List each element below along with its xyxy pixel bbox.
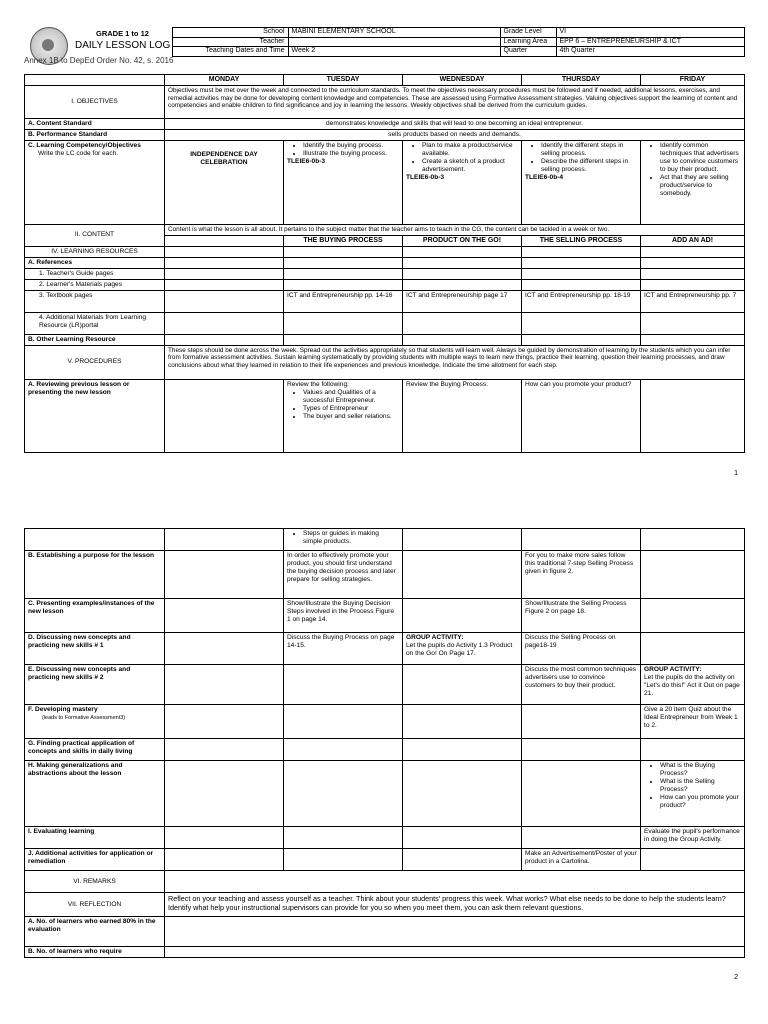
friday-generalization [641,761,745,827]
dates-label: Teaching Dates and Time [172,47,288,57]
grade-level-value: VI [556,28,744,38]
tuesday-textbook: ICT and Entrepreneurship pp. 14-16 [284,290,403,312]
list-item: • Describe the different steps in selling process. [541,158,637,174]
list-item: • Steps or guides in making simple products. [303,530,399,546]
monday-competency: INDEPENDENCE DAY CELEBRATION [165,141,284,225]
thursday-review: How can you promote your product? [522,379,641,452]
reflection-text: Reflect on your teaching and assess yourself as a teacher. Think about your students' progress this week. What works? What else needs to be done to help the students learn? Identify what help your instructional supervisors can provide for you so when you meet them, you can ask them relevant questions. [165,893,745,917]
page-1 [0,0,768,490]
objectives-note: Objectives must be met over the week and connected to the curriculum standards. To meet the objectives necessary procedures must be followed and if needed, additional lessons, exercises, and remedial activities may be done for developing content knowledge and competencies. These are assessed using Formative Assessment strategies. Valuing objectives support the learning of content and competencies and enable children to find significance and joy in learning the lessons. Weekly objectives shall be derived from the curriculum guides. [165,86,745,119]
list-item: • Identify the different steps in selling process. [541,142,637,158]
quarter-label: Quarter [500,47,556,57]
friday-textbook: ICT and Entrepreneurship pp. 7 [641,290,745,312]
list-item: • Identify common techniques that advertisers use to convince customers to buy their product. [660,142,741,174]
learners-80-label: A. No. of learners who earned 80% in the evaluation [25,917,165,947]
proc-d-label: D. Discussing new concepts and practicing new skills # 1 [25,633,165,665]
wednesday-lc-code: TLEIE6-0b-3 [406,174,445,181]
friday-mastery: Give a 20 item Quiz about the Ideal Entrepreneur from Week 1 to 2. [641,705,745,739]
tuesday-review-continued [284,529,403,551]
competency-title: C. Learning Competency/Objectives [28,142,141,149]
proc-c-label: C. Presenting examples/instances of the new lesson [25,599,165,633]
remarks-heading: VI. REMARKS [25,871,165,893]
content-standard-label: A. Content Standard [25,119,165,130]
list-item: • Types of Entrepreneur [303,405,399,413]
page-2 [0,520,768,1024]
reflection-heading: VII. REFLECTION [25,893,165,917]
thursday-purpose: For you to make more sales follow this traditional 7-step Selling Process given in figure 2. [522,551,641,599]
list-item: • Create a sketch of a product advertisement. [422,158,518,174]
wednesday-review: Review the Buying Process. [403,379,522,452]
tuesday-competency [284,141,403,225]
page-separator [0,490,768,520]
proc-f-title: F. Developing mastery [28,706,98,713]
dates-value: Week 2 [288,47,500,57]
friday-competency [641,141,745,225]
list-item: • Plan to make a product/service available. [422,142,518,158]
header-table [24,27,745,57]
log-title: DAILY LESSON LOG [75,40,171,51]
tuesday-review [284,379,403,452]
thursday-additional: Make an Advertisement/Poster of your product in a Cartolina. [522,849,641,871]
day-wednesday: WEDNESDAY [403,75,522,86]
review-intro: Review the following: [287,380,349,388]
wednesday-textbook: ICT and Entrepreneurship page 17 [403,290,522,312]
grade-range: GRADE 1 to 12 [96,29,149,38]
textbook-label: 3. Textbook pages [25,290,165,312]
learners-require-label: B. No. of learners who require [25,947,165,958]
friday-evaluation: Evaluate the pupil's performance in doing the Group Activity. [641,827,745,849]
references-label: A. References [25,257,165,268]
learners-materials-label: 2. Learner's Materials pages [25,279,165,290]
thursday-discuss-2: Discuss the most common techniques advertisers use to convince customers to buy their product. [522,665,641,705]
content-heading: II. CONTENT [25,225,165,247]
teacher-value [288,37,500,47]
lesson-table-page-2 [24,528,745,958]
proc-a-label: A. Reviewing previous lesson or presenting the new lesson [25,379,165,452]
page-number: 2 [734,974,738,981]
competency-label [25,141,165,225]
group-activity-text: Let the pupils do the activity on "Let's do this!" Act it Out on page 21. [644,674,740,697]
list-item: • How can you promote your product? [660,794,741,810]
wednesday-content: PRODUCT ON THE GO! [403,235,522,246]
list-item: • Identify the buying process. [303,142,399,150]
friday-content: ADD AN AD! [641,235,745,246]
thursday-lc-code: TLEIE6-0b-4 [525,174,564,181]
proc-h-label: H. Making generalizations and abstractions about the lesson [25,761,165,827]
proc-f-subtitle: (leads to Formative Assessment3) [42,715,126,721]
day-tuesday: TUESDAY [284,75,403,86]
group-activity-title: GROUP ACTIVITY: [644,666,702,673]
performance-standard-text: sells products based on needs and demands. [165,130,745,141]
thursday-content: THE SELLING PROCESS [522,235,641,246]
tuesday-lc-code: TLEIE6-0b-3 [287,158,326,165]
teachers-guide-label: 1. Teacher's Guide pages [25,268,165,279]
list-item: • Values and Qualities of a successful Entrepreneur. [303,389,399,405]
content-standard-text: demonstrates knowledge and skills that will lead to one becoming an ideal entrepreneur. [165,119,745,130]
tuesday-discuss-1: Discuss the Buying Process on page 14-15. [284,633,403,665]
annex-reference: Annex 1B to DepEd Order No. 42, s. 2016 [24,56,174,65]
learning-area-label: Learning Area [500,37,556,47]
proc-g-label: G. Finding practical application of concepts and skills in daily living [25,739,165,761]
day-monday: MONDAY [165,75,284,86]
friday-discuss-2 [641,665,745,705]
day-thursday: THURSDAY [522,75,641,86]
proc-i-label: I. Evaluating learning [25,827,165,849]
other-resources-label: B. Other Learning Resource [25,334,165,345]
teacher-label: Teacher [172,37,288,47]
group-activity-text: Let the pupils do Activity 1.3 Product on the Go! On Page 17. [406,642,513,657]
proc-e-label: E. Discussing new concepts and practicing new skills # 2 [25,665,165,705]
tuesday-purpose: In order to effectively promote your product, you should first understand the buying decision process and later prepare for selling strategies. [284,551,403,599]
tuesday-examples: Show/Illustrate the Buying Decision Steps involved in the Process Figure 1 on page 14. [284,599,403,633]
additional-materials-label: 4. Additional Materials from Learning Resource (LR)portal [25,312,165,334]
procedures-heading: V. PROCEDURES [25,345,165,379]
content-note: Content is what the lesson is all about. It pertains to the subject matter that the teacher aims to teach in the CG, the content can be tackled in a week or two. [165,225,745,236]
proc-j-label: J. Additional activities for application or remediation [25,849,165,871]
objectives-heading: I. OBJECTIVES [25,86,165,119]
competency-subtitle: Write the LC code for each. [38,150,119,157]
lesson-table-page-1 [24,74,745,453]
list-item: • Illustrate the buying process. [303,150,399,158]
school-value: MABINI ELEMENTARY SCHOOL [288,28,500,38]
school-label: School [172,28,288,38]
list-item: • Act that they are selling product/service to somebody. [660,174,741,198]
day-friday: FRIDAY [641,75,745,86]
grade-level-label: Grade Level [500,28,556,38]
performance-standard-label: B. Performance Standard [25,130,165,141]
thursday-examples: Show/Illustrate the Selling Process Figure 2 on page 18. [522,599,641,633]
tuesday-content: THE BUYING PROCESS [284,235,403,246]
procedures-note: These steps should be done across the week. Spread out the activities appropriately so that students will learn well. Always be guided by demonstration of learning by the students which you can infer from formative assessment activities. Sustain learning systematically by providing students with multiple ways to learn new things, practice their learning, question their learning processes, and draw conclusions about what they learned in relation to their life experiences and previous knowledge. Indicate the time allotment for each step. [165,345,745,379]
thursday-competency [522,141,641,225]
group-activity-title: GROUP ACTIVITY: [406,634,464,641]
list-item: • The buyer and seller relations. [303,413,399,421]
page-number: 1 [734,470,738,477]
proc-b-label: B. Establishing a purpose for the lesson [25,551,165,599]
thursday-textbook: ICT and Entrepreneurship pp. 18-19 [522,290,641,312]
learning-area-value: EPP 6 – ENTREPRENEURSHIP & ICT [556,37,744,47]
list-item: • What is the Selling Process? [660,778,741,794]
thursday-discuss-1: Discuss the Selling Process on page18-19 [522,633,641,665]
list-item: • What is the Buying Process? [660,762,741,778]
quarter-value: 4th Quarter [556,47,744,57]
wednesday-competency [403,141,522,225]
proc-f-label [25,705,165,739]
wednesday-discuss-1 [403,633,522,665]
resources-heading: IV. LEARNING RESOURCES [25,246,165,257]
